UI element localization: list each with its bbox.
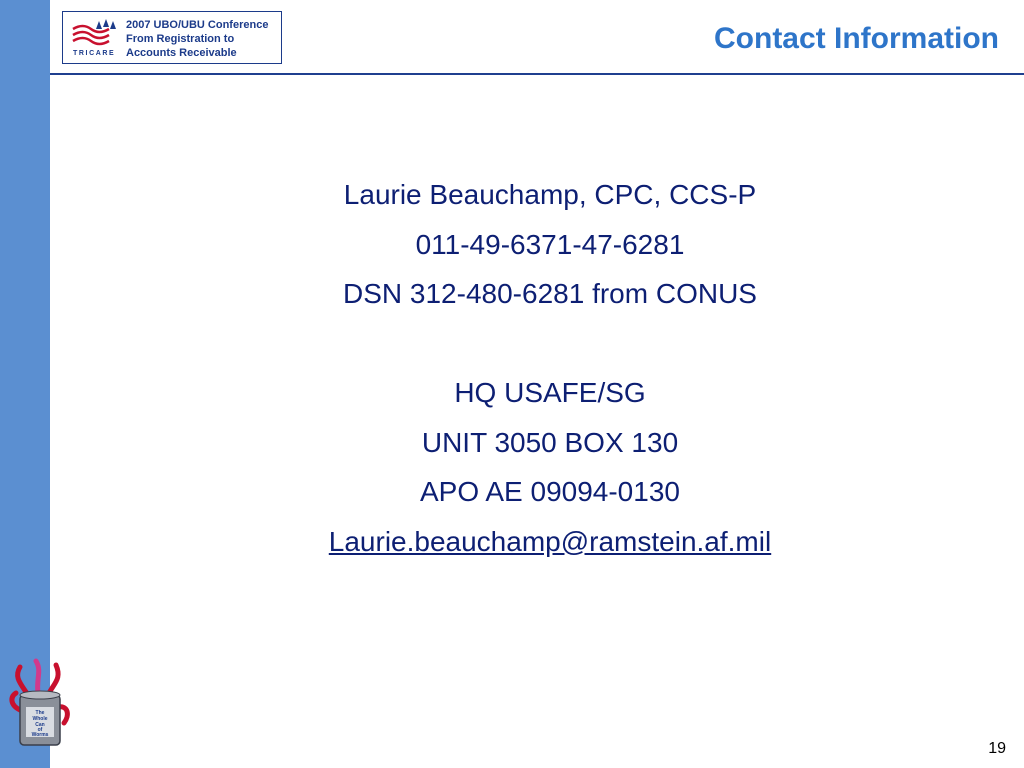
contact-phone: 011-49-6371-47-6281 xyxy=(415,228,685,260)
conference-logo xyxy=(62,11,282,64)
can-of-worms-icon xyxy=(6,655,76,750)
left-sidebar-bar xyxy=(0,0,50,768)
contact-block xyxy=(50,170,1024,566)
contact-email-line xyxy=(50,517,1024,567)
can-label-line-2: Whole xyxy=(32,716,48,722)
logo-line-1: 2007 UBO/UBU Conference xyxy=(126,19,269,31)
contact-dsn: DSN 312-480-6281 from CONUS xyxy=(343,278,757,309)
svg-text:TRICARE: TRICARE xyxy=(73,50,116,57)
can-label-line-1: The xyxy=(35,710,45,716)
tricare-logo-icon xyxy=(69,17,121,59)
contact-unit: UNIT 3050 BOX 130 xyxy=(421,426,679,458)
spacer xyxy=(50,319,1024,369)
logo-line-2: From Registration to xyxy=(126,33,235,45)
can-label-line-5: Worms xyxy=(31,732,49,738)
can-label-line-4: of xyxy=(37,727,43,733)
can-label-line-3: Can xyxy=(35,722,45,728)
page-number: 19 xyxy=(988,740,1006,757)
logo-line-3: Accounts Receivable xyxy=(126,47,237,59)
header-rule xyxy=(50,73,1024,75)
contact-apo: APO AE 09094-0130 xyxy=(420,476,680,507)
slide-title: Contact Information xyxy=(714,22,999,55)
logo-caption xyxy=(126,18,268,60)
contact-name: Laurie Beauchamp, CPC, CCS-P xyxy=(343,179,757,210)
contact-org: HQ USAFE/SG xyxy=(454,377,646,408)
contact-email-link[interactable]: Laurie.beauchamp@ramstein.af.mil xyxy=(328,525,772,557)
